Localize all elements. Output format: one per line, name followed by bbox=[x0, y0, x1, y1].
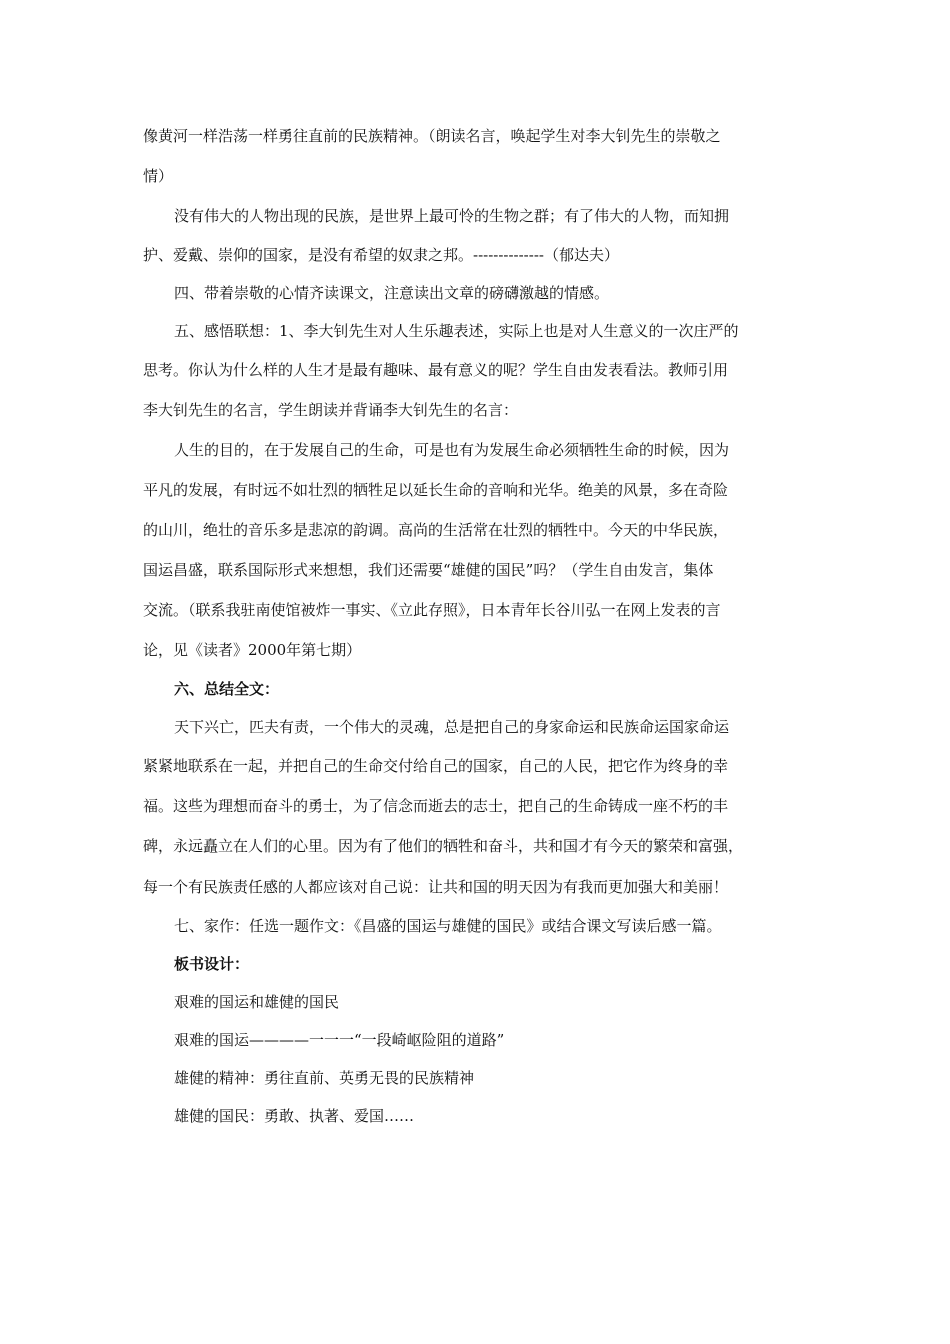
paragraph-line: 国运昌盛，联系国际形式来想想，我们还需要“雄健的国民”吗？（学生自由发言，集体 bbox=[143, 561, 714, 579]
paragraph-line: 紧紧地联系在一起，并把自己的生命交付给自己的国家，自己的人民，把它作为终身的幸 bbox=[143, 757, 729, 775]
quote-line: 平凡的发展，有时远不如壮烈的牺牲足以延长生命的音响和光华。绝美的风景，多在奇险 bbox=[143, 481, 729, 499]
paragraph-line: 福。这些为理想而奋斗的勇士，为了信念而逝去的志士，把自己的生命铸成一座不朽的丰 bbox=[143, 797, 729, 815]
section-heading-summary: 六、总结全文： bbox=[174, 680, 280, 698]
quote-line: 的山川，绝壮的音乐多是悲凉的韵调。高尚的生活常在壮烈的牺牲中。今天的中华民族， bbox=[143, 521, 729, 539]
paragraph-line: 情） bbox=[143, 167, 174, 185]
section-heading-board: 板书设计： bbox=[174, 955, 250, 973]
homework-line: 七、家作：任选一题作文：《昌盛的国运与雄健的国民》或结合课文写读后感一篇。 bbox=[174, 917, 722, 935]
paragraph-line: 思考。你认为什么样的人生才是最有趣味、最有意义的呢？学生自由发表看法。教师引用 bbox=[143, 361, 729, 379]
paragraph-line: 像黄河一样浩荡一样勇往直前的民族精神。（朗读名言，唤起学生对李大钊先生的崇敬之 bbox=[143, 127, 721, 145]
paragraph-line: 论，见《读者》2000年第七期） bbox=[143, 641, 362, 659]
paragraph-line: 天下兴亡，匹夫有责，一个伟大的灵魂，总是把自己的身家命运和民族命运国家命运 bbox=[174, 718, 730, 736]
paragraph-line: 每一个有民族责任感的人都应该对自己说：让共和国的明天因为有我而更加强大和美丽！ bbox=[143, 878, 729, 896]
board-line: 雄健的国民：勇敢、执著、爱国…… bbox=[174, 1107, 415, 1125]
paragraph-line: 碑，永远矗立在人们的心里。因为有了他们的牺牲和奋斗，共和国才有今天的繁荣和富强， bbox=[143, 837, 744, 855]
quote-line: 人生的目的，在于发展自己的生命，可是也有为发展生命必须牺牲生命的时候，因为 bbox=[174, 441, 730, 459]
paragraph-line: 李大钊先生的名言，学生朗读并背诵李大钊先生的名言： bbox=[143, 401, 519, 419]
quote-line: 护、爱戴、崇仰的国家，是没有希望的奴隶之邦。--------------（郁达夫） bbox=[143, 246, 619, 264]
paragraph-line: 交流。（联系我驻南使馆被炸一事实、《立此存照》，日本青年长谷川弘一在网上发表的言 bbox=[143, 601, 721, 619]
step-four-line: 四、带着崇敬的心情齐读课文，注意读出文章的磅礴激越的情感。 bbox=[174, 284, 610, 302]
board-line: 艰难的国运和雄健的国民 bbox=[174, 993, 340, 1011]
board-line: 艰难的国运————一一一“一段崎岖险阻的道路” bbox=[174, 1031, 505, 1049]
quote-line: 没有伟大的人物出现的民族，是世界上最可怜的生物之群；有了伟大的人物，而知拥 bbox=[174, 207, 730, 225]
board-line: 雄健的精神：勇往直前、英勇无畏的民族精神 bbox=[174, 1069, 475, 1087]
step-five-line: 五、感悟联想：1、李大钊先生对人生乐趣表述，实际上也是对人生意义的一次庄严的 bbox=[174, 322, 739, 340]
